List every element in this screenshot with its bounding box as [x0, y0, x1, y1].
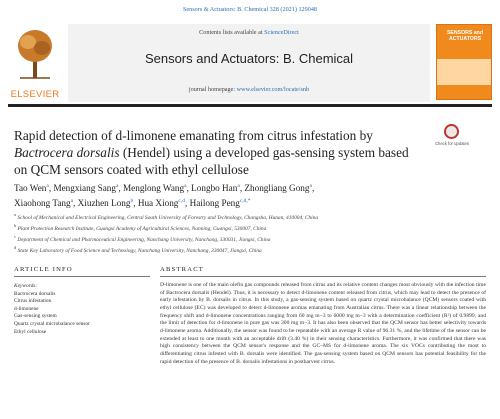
article-title	[14, 127, 419, 178]
author-name[interactable]: Mengxiang Sang	[53, 183, 116, 194]
cover-band	[437, 59, 491, 85]
affiliation-item	[14, 244, 484, 255]
header-divider	[8, 104, 492, 107]
journal-title: Sensors and Actuators: B. Chemical	[144, 51, 354, 66]
title-part-2: (Hendel) using a developed gas-sensing system based on QCM sensors coated with ethyl cellulose	[14, 145, 409, 177]
keywords-heading: Keywords:	[14, 283, 38, 289]
article-info-divider	[14, 276, 150, 277]
affiliation-text: Department of Chemical and Pharmaceutical Engineering, Nanchang University, Nanchang, 330031, Jiangxi, China	[17, 236, 271, 243]
author-affil-mark[interactable]: a	[237, 183, 240, 189]
affiliation-item	[14, 233, 484, 244]
author-affil-mark[interactable]: a	[309, 183, 312, 189]
homepage-prefix: journal homepage:	[188, 86, 237, 93]
affiliation-text: Plant Protection Research Institute, Guangxi Academy of Agricultural Sciences, Nanning, Guangxi, 530007, China	[17, 225, 267, 232]
elsevier-logo[interactable]	[8, 28, 62, 100]
keyword-item: Ethyl cellulose	[14, 328, 47, 335]
title-species: Bactrocera dorsalis	[14, 145, 120, 160]
author-affil-mark[interactable]: a	[46, 183, 49, 189]
author-affil-mark[interactable]: c,d,*	[239, 198, 251, 205]
crossmark-icon	[444, 124, 459, 139]
journal-header	[8, 24, 492, 102]
affiliation-text: School of Mechanical and Electrical Engineering, Central South University of Forestry and Technology, Changsha, Hunan, 410004, China	[17, 214, 319, 221]
affiliation-text: State Key Laboratory of Food Science and Technology, Nanchang University, Nanchang, 330047, Jiangxi, China	[17, 248, 262, 255]
abstract-text: D-limonene is one of the main olefin gas compounds released from citrus and its relative content changes most obviously with the infection time of Bactrocera dorsalis (Hendel). Thus, it is necessary to detect d-limonene content released from citrus, which may lead to detect the presence of early infestation by B. dorsalis in citrus. In this study, a gas-sensing system based on quartz crystal microbalance (QCM) sensors coated with ethyl cellulose (EC) was developed to detect d-limonene aromas emanating from Australian citrus. There was a linear relationship between the frequency shift and d-limonene concentrations ranging from 60 mg m−3 to 6000 mg m−3 with a determination coefficient (R²) of 0.9899, and the limit of detection for d-limonene in pure gas was 300 mg m−3. It has also been observed that the QCM sensor has better selectivity towards d-limonene aroma. Additionally, the sensor was found to be repeatable with an average R value of 96.31 %, and the lifetime of the sensor can be extended at least to one month with an acceptable drift (3.40 %) in their sensing characteristics. Furthermore, it was confirmed that there was high consistency between the QCM sensor's response and the GC–MS for d-limonene aroma. The six VOCs contributing the most to differentiating citrus infested with B. dorsalis were identified. The gas-sensing system based on QCM sensors has potential feasibility for the rapid detection of the presence of B. dorsalis infestations in postharvest citrus.	[160, 282, 486, 365]
abstract-divider	[160, 276, 486, 277]
journal-reference[interactable]: Sensors & Actuators: B. Chemical 328 (2021) 129048	[182, 6, 318, 13]
author-name[interactable]: Longbo Han	[191, 183, 238, 194]
author-name[interactable]: Hailong Peng	[189, 198, 240, 209]
affiliation-mark: d	[14, 245, 17, 251]
author-affil-mark[interactable]: a	[184, 183, 187, 189]
author-list: Tao Wen$^a$, Mengxiang Sang$^a$, Menglong Wang$^a$, Longbo Han$^a$, Zhongliang Gong$^a$, Xiaohong Tang$^a$, Xiuzhen Long$^b$, Hua Xiong$^{c,d}$, Hailong Peng$^{c,d,*}$	[14, 183, 315, 209]
author-affil-mark[interactable]: b	[130, 198, 134, 205]
cover-title: SENSORS and ACTUATORS	[446, 30, 484, 42]
keywords-list	[14, 283, 144, 336]
check-updates-label: Check for updates	[435, 141, 469, 146]
journal-banner	[68, 24, 430, 102]
author-name[interactable]: Hua Xiong	[137, 198, 179, 209]
affiliation-item	[14, 222, 484, 233]
publisher-name: ELSEVIER	[10, 89, 60, 100]
keyword-item: Gas-sensing system	[14, 313, 57, 320]
author-affil-mark[interactable]: a	[70, 198, 74, 205]
homepage-line	[68, 86, 430, 93]
affiliation-mark: c	[14, 234, 16, 240]
check-for-updates-button[interactable]	[435, 124, 469, 156]
journal-cover-image[interactable]	[436, 24, 492, 100]
author-name[interactable]: Zhongliang Gong	[244, 183, 310, 194]
contents-line	[68, 29, 430, 36]
affiliation-mark: a	[14, 212, 16, 217]
contents-prefix: Contents lists available at	[199, 29, 265, 36]
author-name[interactable]: Xiaohong Tang	[14, 198, 71, 209]
author-name[interactable]: Xiuzhen Long	[77, 198, 131, 209]
title-part-1: Rapid detection of d-limonene emanating from citrus infestation by	[14, 128, 373, 143]
abstract-heading: ABSTRACT	[160, 266, 205, 273]
affiliations	[14, 211, 484, 255]
elsevier-tree-icon	[16, 28, 54, 80]
affiliation-mark: b	[14, 223, 17, 229]
keyword-item: Bactrocera dorsalis	[14, 290, 56, 297]
journal-homepage-link[interactable]: www.elsevier.com/locate/snb	[236, 86, 310, 93]
keyword-item: Quartz crystal microbalance sensor	[14, 320, 90, 327]
author-name[interactable]: Menglong Wang	[123, 183, 185, 194]
article-info-heading: ARTICLE INFO	[14, 266, 73, 273]
author-name[interactable]: Tao Wen	[14, 183, 47, 194]
sciencedirect-link[interactable]: ScienceDirect	[264, 29, 299, 36]
keyword-item: d-limonene	[14, 305, 39, 312]
keyword-item: Citrus infestation	[14, 298, 52, 305]
author-affil-mark[interactable]: a	[115, 183, 119, 189]
affiliation-item	[14, 211, 484, 222]
author-affil-mark[interactable]: c,d	[178, 198, 185, 205]
